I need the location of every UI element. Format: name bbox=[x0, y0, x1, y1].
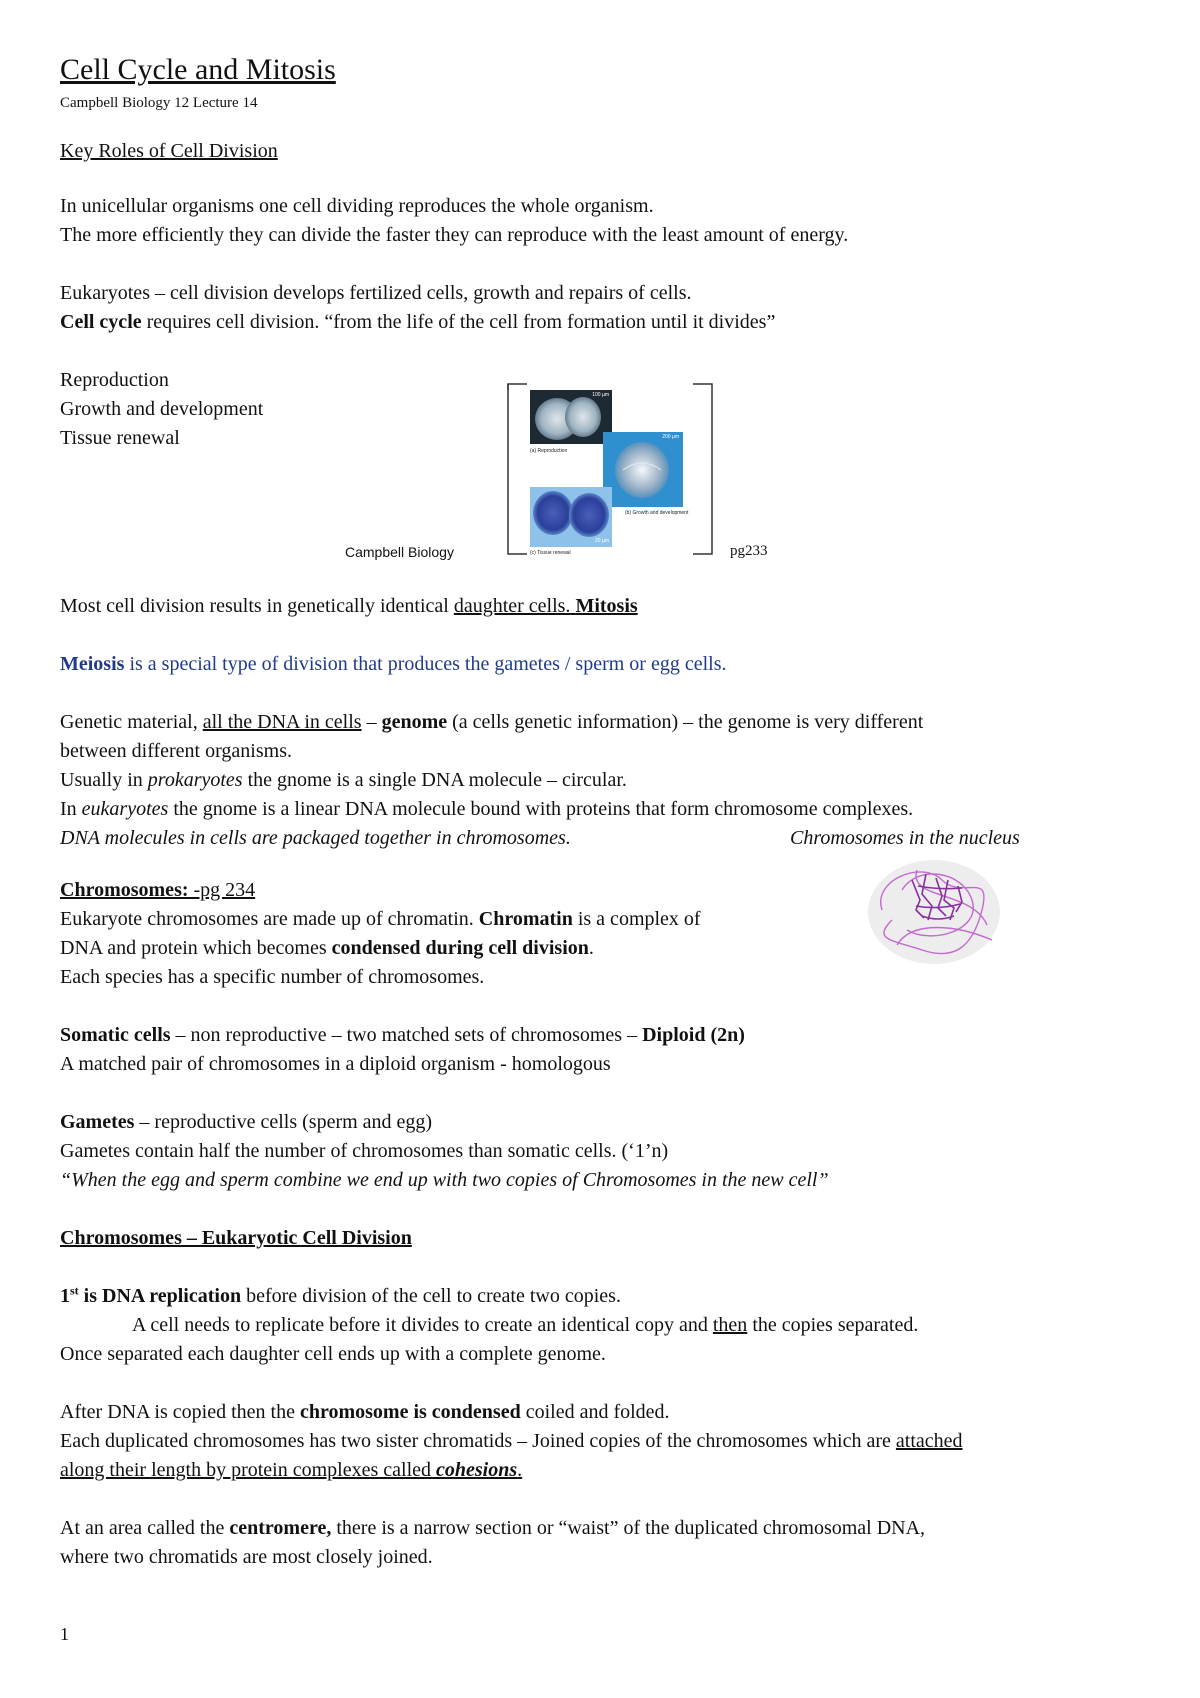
paragraph-line bbox=[132, 1311, 918, 1340]
scale-bar-label: 20 µm bbox=[595, 538, 609, 544]
bold-term: Chromatin bbox=[478, 908, 573, 930]
text-run: Eukaryote chromosomes are made up of chromatin. bbox=[60, 908, 479, 930]
text-run: . bbox=[517, 1459, 523, 1481]
paragraph-line bbox=[60, 1427, 963, 1456]
text-run: – non reproductive – two matched sets of chromosomes – bbox=[170, 1024, 643, 1046]
paragraph-line bbox=[60, 934, 594, 963]
tissue-renewal-micrograph bbox=[530, 487, 612, 547]
bold-term: Meiosis bbox=[60, 653, 125, 675]
text-run: Genetic material, bbox=[60, 711, 203, 733]
bold-term: Cell cycle bbox=[60, 311, 142, 333]
paragraph-line bbox=[60, 1398, 670, 1427]
bold-term: Mitosis bbox=[575, 595, 638, 617]
paragraph-line bbox=[60, 308, 775, 337]
text-run: before division of the cell to create two copies. bbox=[241, 1285, 621, 1307]
role-item: Tissue renewal bbox=[60, 427, 180, 449]
text-run: A cell needs to replicate before it divides to create an identical copy and bbox=[132, 1314, 713, 1336]
paragraph-line bbox=[60, 1456, 522, 1485]
panel-label-b: (b) Growth and development bbox=[625, 510, 689, 516]
paragraph-line bbox=[60, 766, 627, 795]
text-run: requires cell division. “from the life of the cell from formation until it divides” bbox=[141, 311, 776, 333]
paragraph-line: Eukaryotes – cell division develops fertilized cells, growth and repairs of cells. bbox=[60, 282, 692, 304]
scale-bar-label: 200 µm bbox=[662, 434, 679, 440]
bold-italic-term: cohesions bbox=[436, 1459, 518, 1481]
bold-term: Somatic cells bbox=[60, 1024, 171, 1046]
paragraph-line bbox=[60, 1514, 925, 1543]
paragraph-line bbox=[60, 795, 913, 824]
paragraph-line: The more efficiently they can divide the faster they can reproduce with the least amount of energy. bbox=[60, 224, 849, 246]
text-run: In bbox=[60, 798, 82, 820]
bold-term: Gametes bbox=[60, 1111, 135, 1133]
paragraph-line: between different organisms. bbox=[60, 740, 292, 762]
page-title: Cell Cycle and Mitosis bbox=[60, 53, 336, 86]
page-number: 1 bbox=[60, 1624, 69, 1644]
text-run: is a complex of bbox=[572, 908, 701, 930]
panel-label-c: (c) Tissue renewal bbox=[530, 550, 571, 556]
bold-term: 1 bbox=[60, 1285, 70, 1307]
section-heading-chromosomes bbox=[60, 876, 255, 905]
text-run: there is a narrow section or “waist” of the duplicated chromosomal DNA, bbox=[331, 1517, 926, 1539]
paragraph-line bbox=[60, 1282, 621, 1311]
section-heading-division: Chromosomes – Eukaryotic Cell Division bbox=[60, 1227, 412, 1249]
bold-term: chromosome is condensed bbox=[299, 1401, 521, 1423]
role-item: Reproduction bbox=[60, 369, 169, 391]
text-run: -pg 234 bbox=[188, 879, 256, 901]
section-heading-key-roles: Key Roles of Cell Division bbox=[60, 140, 278, 162]
role-item: Growth and development bbox=[60, 398, 264, 420]
underlined-term: along their length by protein complexes called bbox=[60, 1459, 436, 1481]
text-run: – bbox=[361, 711, 382, 733]
text-run: Each duplicated chromosomes has two sister chromatids – Joined copies of the chromosomes which are bbox=[60, 1430, 896, 1452]
superscript: st bbox=[70, 1283, 79, 1298]
underlined-term: attached bbox=[895, 1430, 963, 1452]
paragraph-line: Once separated each daughter cell ends up with a complete genome. bbox=[60, 1343, 606, 1365]
paragraph-line: where two chromatids are most closely joined. bbox=[60, 1546, 433, 1568]
paragraph-line bbox=[60, 650, 727, 679]
text-run: After DNA is copied then the bbox=[60, 1401, 300, 1423]
page-subtitle: Campbell Biology 12 Lecture 14 bbox=[60, 95, 258, 111]
figure-caption-source: Campbell Biology bbox=[345, 544, 454, 560]
text-run: (a cells genetic information) – the genome is very different bbox=[447, 711, 924, 733]
scale-bar-label: 100 µm bbox=[592, 392, 609, 398]
panel-label-a: (a) Reproduction bbox=[530, 448, 568, 454]
bold-term: condensed during cell division bbox=[331, 937, 589, 959]
paragraph-line: Gametes contain half the number of chromosomes than somatic cells. (‘1’n) bbox=[60, 1140, 669, 1162]
italic-term: eukaryotes bbox=[81, 798, 169, 820]
figure-caption-page: pg233 bbox=[730, 543, 768, 559]
bold-term: Chromosomes: bbox=[60, 879, 189, 901]
paragraph-line: DNA molecules in cells are packaged together in chromosomes. bbox=[60, 827, 571, 849]
bracket-left bbox=[508, 384, 527, 554]
paragraph-line: In unicellular organisms one cell dividing reproduces the whole organism. bbox=[60, 195, 654, 217]
reproduction-micrograph bbox=[530, 390, 612, 444]
paragraph-line bbox=[60, 708, 923, 737]
text-run: . bbox=[588, 937, 594, 959]
bracket-right bbox=[693, 384, 712, 554]
italic-term: prokaryotes bbox=[147, 769, 243, 791]
bold-term: centromere, bbox=[229, 1517, 332, 1539]
paragraph-line bbox=[60, 1021, 745, 1050]
paragraph-line: Each species has a specific number of chromosomes. bbox=[60, 966, 485, 988]
text-run: DNA and protein which becomes bbox=[60, 937, 332, 959]
underlined-term: all the DNA in cells bbox=[202, 711, 362, 733]
text-run: the copies separated. bbox=[747, 1314, 919, 1336]
paragraph-line bbox=[60, 905, 701, 934]
paragraph-line bbox=[60, 592, 638, 621]
underlined-term: daughter cells. bbox=[453, 595, 571, 617]
text-run: Usually in bbox=[60, 769, 148, 791]
text-run: At an area called the bbox=[60, 1517, 230, 1539]
bold-term: genome bbox=[381, 711, 448, 733]
text-run: – reproductive cells (sperm and egg) bbox=[134, 1111, 433, 1133]
bold-term: is DNA replication bbox=[78, 1285, 242, 1307]
quote-line: “When the egg and sperm combine we end up with two copies of Chromosomes in the new cell” bbox=[60, 1169, 829, 1191]
text-run: the gnome is a single DNA molecule – circular. bbox=[242, 769, 627, 791]
cell-division-figure bbox=[505, 382, 715, 562]
text-run: coiled and folded. bbox=[520, 1401, 670, 1423]
growth-micrograph bbox=[603, 432, 683, 507]
underlined-term: then bbox=[712, 1314, 748, 1336]
text-run: Most cell division results in genetically identical bbox=[60, 595, 454, 617]
bold-term: Diploid (2n) bbox=[642, 1024, 745, 1046]
nucleus-caption: Chromosomes in the nucleus bbox=[790, 827, 1020, 849]
paragraph-line: A matched pair of chromosomes in a diploid organism - homologous bbox=[60, 1053, 611, 1075]
paragraph-line bbox=[60, 1108, 432, 1137]
bracket-top-left bbox=[508, 384, 527, 390]
nucleus-illustration bbox=[862, 850, 1010, 970]
text-run: the gnome is a linear DNA molecule bound with proteins that form chromosome complexes. bbox=[168, 798, 914, 820]
text-run: is a special type of division that produces the gametes / sperm or egg cells. bbox=[124, 653, 727, 675]
